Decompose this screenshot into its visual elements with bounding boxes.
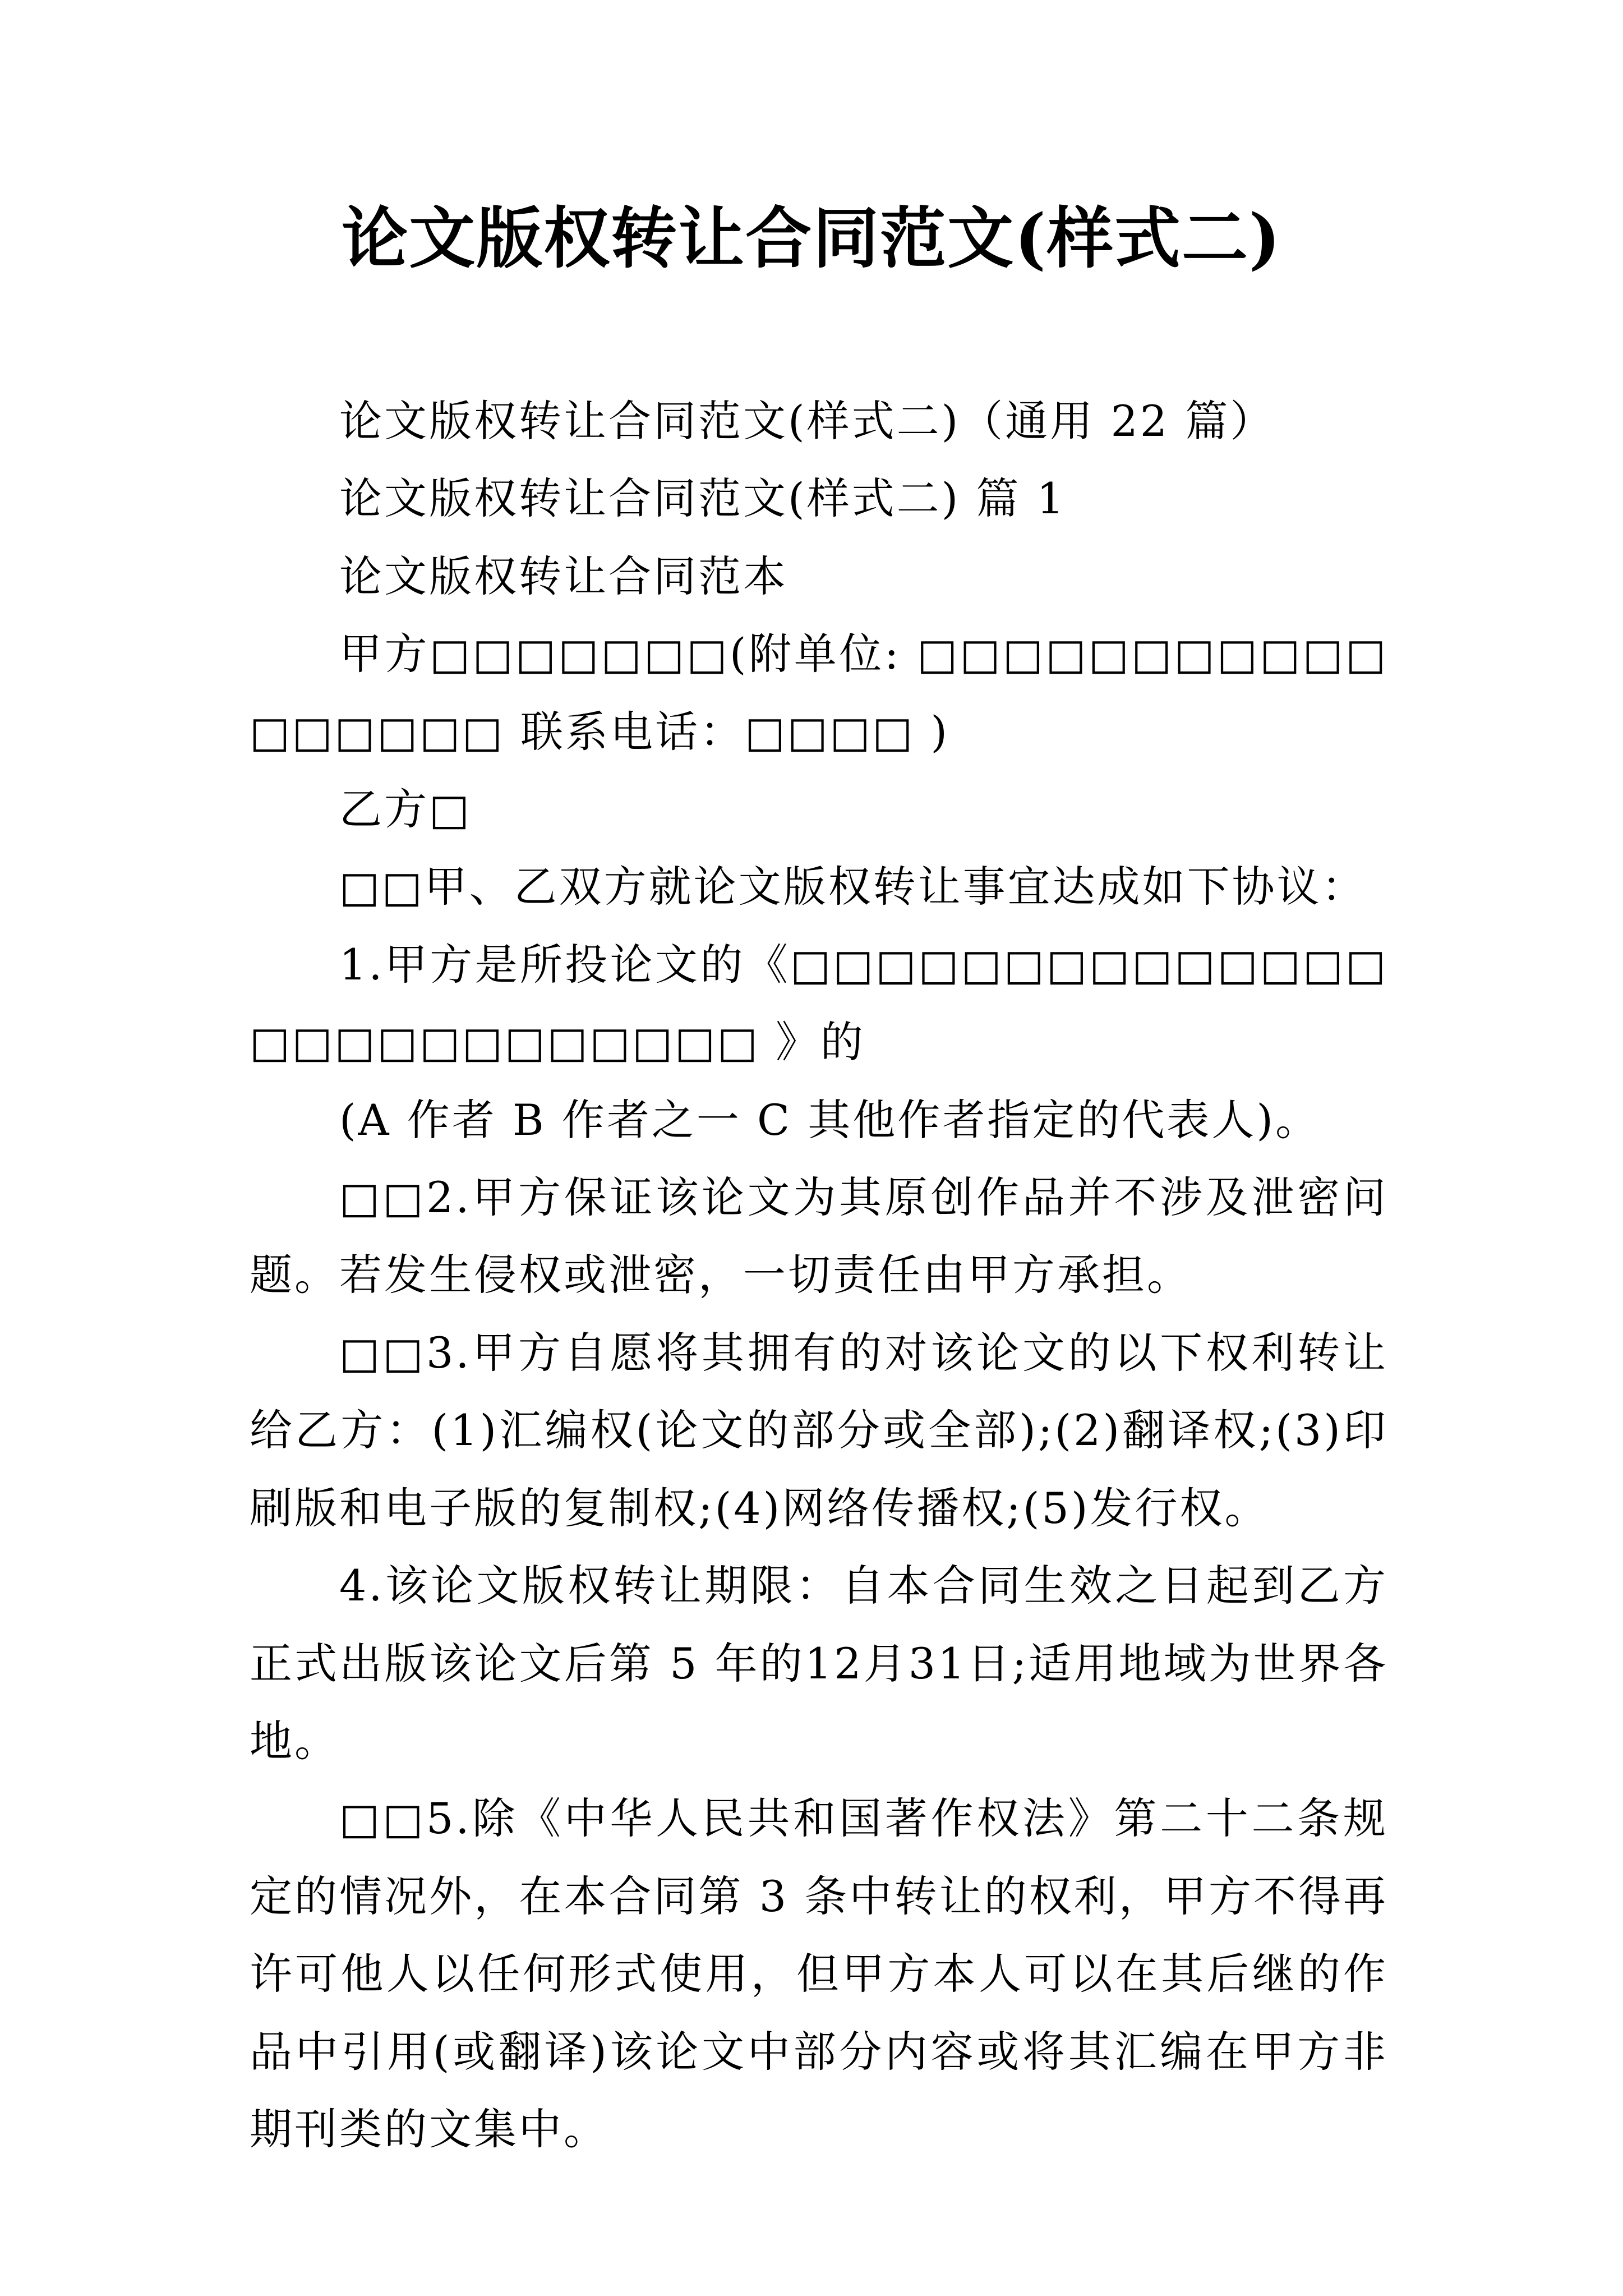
document-title: 论文版权转让合同范文(样式二) bbox=[342, 199, 1281, 277]
paragraph-clause-5: □□5.除《中华人民共和国著作权法》第二十二条规定的情况外，在本合同第 3 条中转让的权利，甲方不得再许可他人以任何形式使用，但甲方本人可以在其后继的作品中引用(或翻译)该论文中部分内容或将其汇编在甲方非期刊类的文集中。 bbox=[250, 1793, 1388, 2154]
paragraph-clause-3: □□3.甲方自愿将其拥有的对该论文的以下权利转让给乙方：(1)汇编权(论文的部分或全部);(2)翻译权;(3)印刷版和电子版的复制权;(4)网络传播权;(5)发行权。 bbox=[250, 1327, 1388, 1533]
paragraph-contract-name: 论文版权转让合同范本 bbox=[339, 551, 788, 601]
paragraph-clause-1: 1.甲方是所投论文的《□□□□□□□□□□□□□□□□□□□□□□□□□□ 》的 bbox=[250, 939, 1388, 1068]
paragraph-section-heading: 论文版权转让合同范文(样式二) 篇 1 bbox=[339, 473, 1066, 524]
document-body bbox=[250, 383, 1388, 2168]
paragraph-author-options: (A 作者 B 作者之一 C 其他作者指定的代表人)。 bbox=[339, 1094, 1320, 1145]
paragraph-clause-2: □□2.甲方保证该论文为其原创作品并不涉及泄密问题。若发生侵权或泄密，一切责任由甲方承担。 bbox=[250, 1172, 1388, 1300]
paragraph-party-b: 乙方□ bbox=[339, 784, 472, 835]
paragraph-clause-4: 4.该论文版权转让期限：自本合同生效之日起到乙方正式出版该论文后第 5 年的12月31日;适用地域为世界各地。 bbox=[250, 1561, 1388, 1766]
paragraph-party-a: 甲方□□□□□□□(附单位: □□□□□□□□□□□□□□□□□ 联系电话：□□□□ ) bbox=[250, 629, 1388, 757]
paragraph-agreement-intro: □□甲、乙双方就论文版权转让事宜达成如下协议： bbox=[339, 862, 1367, 912]
paragraph-subtitle: 论文版权转让合同范文(样式二)（通用 22 篇） bbox=[339, 396, 1275, 446]
